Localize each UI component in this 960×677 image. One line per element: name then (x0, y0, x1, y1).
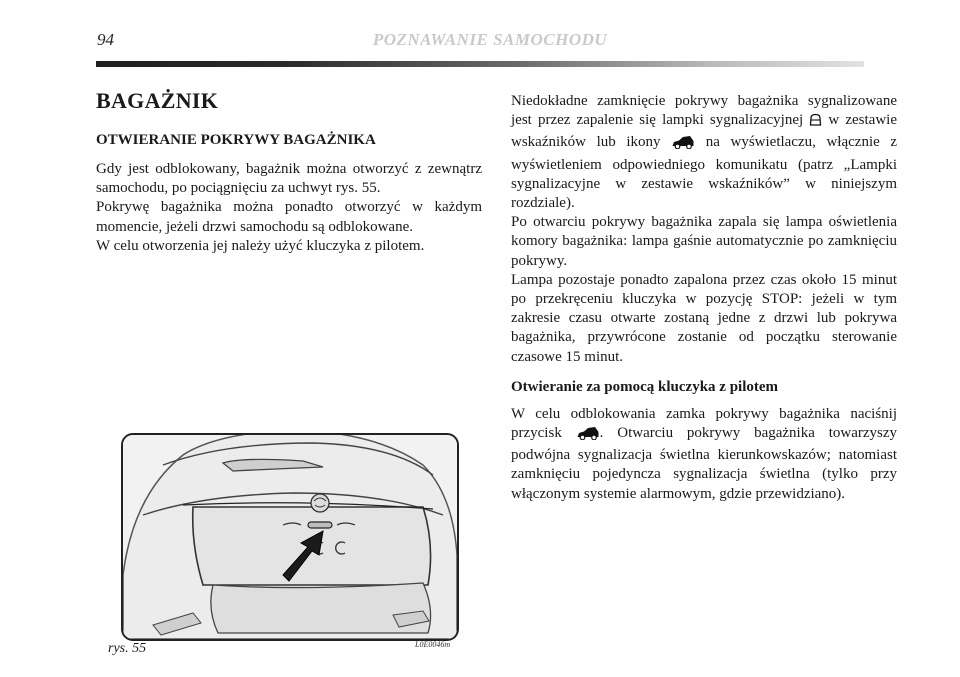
paragraph-handle: Gdy jest odblokowany, bagażnik można otworzyć z zewnątrz samochodu, po pociągnięciu za uchwyt rys. 55. (96, 161, 482, 197)
paragraph-remote-button (511, 405, 897, 504)
trunk-illustration (123, 435, 457, 639)
trunk-warning-light-icon (809, 113, 822, 133)
figure-code: L0E0046m (415, 640, 451, 649)
warning-text-a: Niedokładne zamknięcie pokrywy bagażnika sygnalizowane jest przez zapalenie się lampki sygnalizacyjnej (511, 93, 897, 129)
remote-text-a: W celu odblokowania zamka pokrywy bagażnika naciśnij przycisk (511, 405, 897, 442)
remote-text-b: . Otwarciu pokrywy bagażnika towarzyszy podwójna sygnalizacja świetlna kierunkowskazów; natomiast zamknięciu pojedyncza sygnalizacja świetlna (tylko przy włączonym systemie alarmowym, gdzie przewidziano). (511, 425, 898, 502)
paragraph-lamp-duration: Lampa pozostaje ponadto zapalona przez czas około 15 minut po przekręceniu kluczyka w pozycję STOP: jeżeli w tym zakresie czasu otwarte zostaną jedne z drzwi lub pokrywa bagażnika, przywrócone zostanie od początku sterowanie czasowe 15 minut. (511, 271, 897, 365)
subsection-title: OTWIERANIE POKRYWY BAGAŻNIKA (96, 132, 376, 148)
section-title: BAGAŻNIK (96, 88, 219, 113)
right-column (511, 92, 897, 504)
warning-text-c: na wyświetlaczu, włącznie z wyświetleniem odpowiedniego komunikatu (patrz „Lampki sygnalizacyjne w zestawie wskaźników” w niniejszym rozdziale). (511, 134, 898, 212)
paragraph-warning (511, 92, 897, 213)
warning-text-b: w zestawie wskaźników lub ikony (511, 112, 897, 151)
car-trunk-open-icon (576, 426, 600, 446)
paragraph-key-remote: W celu otworzenia jej należy użyć kluczyka z pilotem. (96, 237, 425, 254)
page-number: 94 (97, 30, 114, 49)
figure-trunk-handle (121, 433, 459, 641)
heading-key-remote: Otwieranie za pomocą kluczyka z pilotem (511, 378, 779, 395)
figure-caption: rys. 55 (108, 641, 147, 656)
paragraph-doors-unlocked: Pokrywę bagażnika można ponadto otworzyć w każdym momencie, jeżeli drzwi samochodu są odblokowane. (96, 199, 482, 235)
paragraph-trunk-lamp: Po otwarciu pokrywy bagażnika zapala się lampa oświetlenia komory bagażnika: lampa gaśnie automatycznie po zamknięciu pokrywy. (511, 214, 897, 269)
left-column (96, 88, 482, 256)
header-rule (96, 61, 864, 67)
car-trunk-open-icon (671, 135, 695, 155)
running-header: POZNAWANIE SAMOCHODU (372, 30, 608, 49)
